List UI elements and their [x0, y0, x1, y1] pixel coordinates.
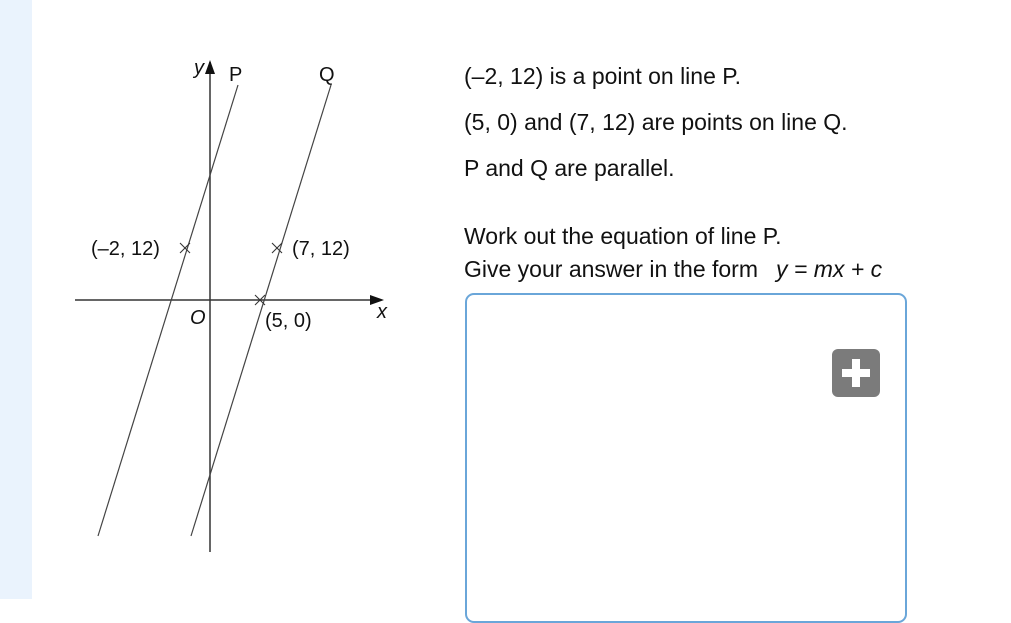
coordinate-graph — [0, 0, 440, 599]
answer-form-line — [464, 255, 882, 283]
line-p — [98, 85, 238, 536]
point-q1-label: (7, 12) — [292, 238, 350, 260]
point-p-marker — [180, 243, 190, 253]
question-line-1: (–2, 12) is a point on line P. — [464, 63, 742, 89]
instruction-text: Work out the equation of line P. — [464, 223, 782, 249]
origin-label: O — [190, 307, 206, 329]
add-answer-button[interactable] — [832, 349, 880, 397]
answer-box[interactable] — [465, 293, 907, 623]
question-line-2: (5, 0) and (7, 12) are points on line Q. — [464, 109, 848, 135]
answer-form-equation: y = mx + c — [776, 256, 883, 282]
question-line-3: P and Q are parallel. — [464, 155, 675, 181]
axis-y-label: y — [194, 57, 204, 79]
line-p-label: P — [229, 64, 243, 86]
line-q-label: Q — [319, 64, 335, 86]
y-axis-arrow — [205, 60, 215, 74]
plus-icon — [832, 349, 880, 397]
point-q2-label: (5, 0) — [265, 310, 312, 332]
axis-x-label: x — [377, 301, 387, 323]
answer-form-prefix: Give your answer in the form — [464, 256, 759, 282]
point-p-label: (–2, 12) — [91, 238, 160, 260]
